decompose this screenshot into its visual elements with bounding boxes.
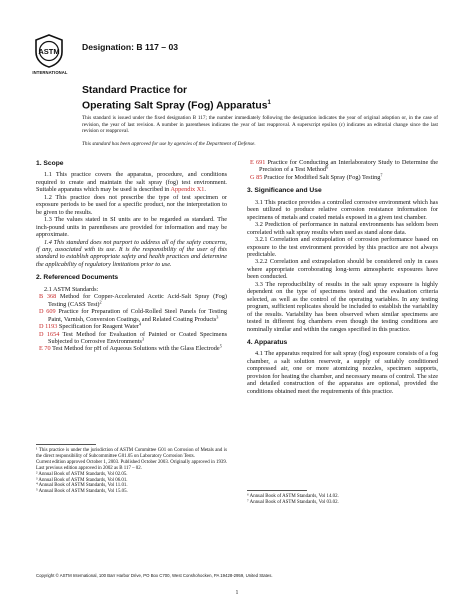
reference-code-link[interactable]: D 1193 — [39, 323, 58, 331]
reference-list — [36, 293, 227, 353]
paragraph-3-2: 3.2 Prediction of performance in natural environments has seldom been correlated with salt spray results when used as stand alone data. — [247, 221, 438, 236]
astm-logo-icon — [34, 34, 64, 68]
reference-item: E 691 Practice for Conducting an Interlaboratory Study to Determine the Precision of a Test Method$^6$ — [250, 159, 439, 174]
dod-approval-note: This standard has been approved for use by agencies of the Department of Defense. — [82, 141, 256, 147]
footnote-1: ¹ This practice is under the jurisdiction of ASTM Committee G01 on Corrosion of Metals and is the direct responsibility of Subcommittee G01.05 on Laboratory Corrosion Tests. — [36, 448, 227, 459]
footnotes-right — [247, 494, 438, 506]
designation: Designation: B 117 – 03 — [82, 42, 178, 52]
paragraph-1-3: 1.3 The values stated in SI units are to be regarded as standard. The inch-pound units in parentheses are provided for information and may be approximate. — [36, 216, 227, 239]
paragraph-1-1: 1.1 This practice covers the apparatus, procedure, and conditions required to create and maintain the salt spray (fog) test environment. Suitable apparatus which may be used is described in Appendix X1. — [36, 171, 227, 194]
footnote-7: ⁷ Annual Book of ASTM Standards, Vol 03.02. — [247, 499, 339, 505]
reference-item: B 368 Method for Copper-Accelerated Acetic Acid-Salt Spray (Fog) Testing (CASS Test)$^2$ — [39, 293, 227, 308]
section-heading-scope: 1. Scope — [36, 160, 64, 167]
logo-caption: INTERNATIONAL — [32, 70, 68, 75]
paragraph-3-1: 3.1 This practice provides a controlled corrosive environment which has been utilized to produce relative corrosion resistance information for specimens of metals and coated metals exposed in a given test chamber. — [247, 198, 438, 221]
section-heading-significance: 3. Significance and Use — [247, 187, 322, 195]
issuance-notice: This standard is issued under the fixed designation B 117; the number immediately following the designation indicates the year of original adoption or, in the case of revision, the year of last revision. A number in parentheses indicates the year of last reapproval. A superscript epsilon (ε) indicates an editorial change since the last revision or reapproval. — [82, 115, 438, 134]
paragraph-3-3: 3.3 The reproducibility of results in the salt spray exposure is highly dependent on the type of specimens tested and the evaluation criteria selected, as well as the control of the operating variables. In any testing program, sufficient replicates should be included to establish the variability of the results. Variability has been observed when similar specimens are tested in different fog chambers even though the testing conditions are nominally similar and within the ranges specified in this practice. — [247, 280, 438, 333]
footnote-1-edition: Current edition approved October 1, 2003. Published October 2003. Originally approved in 1939. Last previous edition approved in 2002 as B 117 – 02. — [36, 459, 227, 471]
footnote-6: ⁶ Annual Book of ASTM Standards, Vol 14.02. — [247, 494, 339, 499]
reference-item: D 1654 Test Method for Evaluation of Painted or Coated Specimens Subjected to Corrosive Environments$^3$ — [39, 330, 227, 345]
paragraph-1-4: 1.4 This standard does not purport to address all of the safety concerns, if any, associated with its use. It is the responsibility of the user of this standard to establish appropriate safety and health practices and determine the applicability of regulatory limitations prior to use. — [36, 238, 227, 268]
reference-code-link[interactable]: D 609 — [39, 308, 56, 316]
page-number: 1 — [235, 590, 239, 596]
title-footnote-mark: 1 — [267, 100, 271, 107]
reference-item: D 609 Practice for Preparation of Cold-Rolled Steel Panels for Testing Paint, Varnish, Conversion Coatings, and Related Coating Products$^3$ — [39, 308, 227, 323]
copyright-notice: Copyright © ASTM International, 100 Barr Harbor Drive, PO Box C700, West Conshohocken, PA 19428-2959, United States. — [36, 573, 273, 578]
appendix-link[interactable]: Appendix X1 — [170, 186, 205, 194]
title-line-2: Operating Salt Spray (Fog) Apparatus$^1$ — [82, 100, 271, 112]
paragraph-3-2-2: 3.2.2 Correlation and extrapolation should be considered only in cases where appropriate corroborating long-term atmospheric exposures have been conducted. — [247, 258, 438, 281]
section-heading-apparatus: 4. Apparatus — [247, 338, 288, 346]
reference-code-link[interactable]: B 368 — [39, 293, 57, 301]
footnote-5: ⁵ Annual Book of ASTM Standards, Vol 15.05. — [36, 489, 128, 495]
reference-item: E 70 Test Method for pH of Aqueous Solutions with the Glass Electrode$^5$ — [39, 343, 222, 353]
right-column — [247, 159, 438, 395]
footnote-rule-right — [247, 490, 307, 491]
reference-item: D 1193 Specification for Reagent Water$^4$ — [39, 321, 142, 331]
document-title — [82, 85, 412, 113]
paragraph-3-2-1: 3.2.1 Correlation and extrapolation of corrosion performance based on exposure to the test environment provided by this practice are not always predictable. — [247, 236, 438, 258]
svg-text:ASTM: ASTM — [38, 47, 60, 56]
left-column — [36, 160, 227, 353]
paragraph-2-1: 2.1 ASTM Standards: — [44, 285, 99, 293]
paragraph-4-1: 4.1 The apparatus required for salt spray (fog) exposure consists of a fog chamber, a salt solution reservoir, a supply of suitably conditioned compressed air, one or more atomizing nozzles, specimen supports, provision for heating the chamber, and necessary means of control. The size and detailed construction of the apparatus are optional, provided the conditions obtained meet the requirements of this practice. — [247, 350, 438, 395]
reference-code-link[interactable]: E 691 — [250, 159, 266, 166]
title-line-1: Standard Practice for — [82, 85, 188, 96]
reference-code-link[interactable]: D 1654 — [39, 330, 60, 338]
reference-code-link[interactable]: E 70 — [39, 345, 51, 353]
footnote-4: ⁴ Annual Book of ASTM Standards, Vol 11.01. — [36, 483, 128, 489]
footnote-2: ² Annual Book of ASTM Standards, Vol 02.05. — [36, 471, 128, 477]
footnote-rule-left — [36, 444, 96, 445]
paragraph-1-2: 1.2 This practice does not prescribe the type of test specimen or exposure periods to be used for a specific product, nor the interpretation to be given to the results. — [36, 193, 227, 216]
reference-item: G 85 Practice for Modified Salt Spray (Fog) Testing$^7$ — [250, 172, 383, 181]
reference-code-link[interactable]: G 85 — [250, 173, 263, 181]
footnotes-left — [36, 448, 227, 495]
footnote-3: ³ Annual Book of ASTM Standards, Vol 06.01. — [36, 477, 128, 483]
section-heading-referenced-documents: 2. Referenced Documents — [36, 274, 119, 282]
